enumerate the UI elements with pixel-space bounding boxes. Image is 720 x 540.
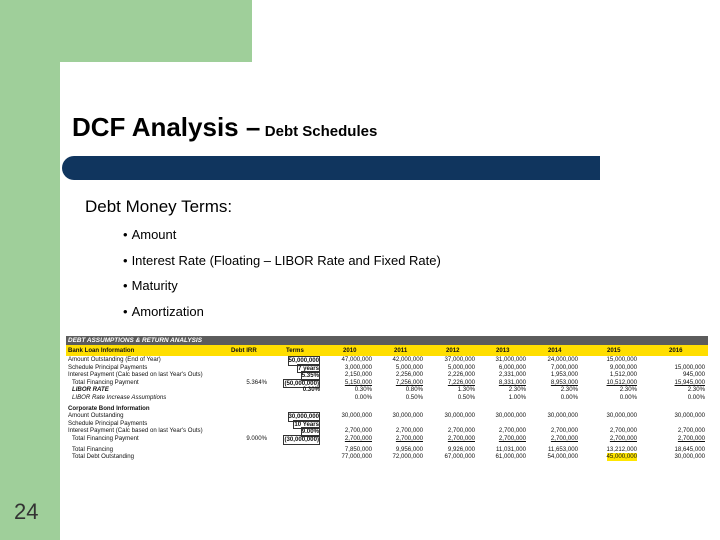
cell-value: 2,700,000 <box>550 434 578 442</box>
cell-value: 18,645,000 <box>674 445 705 453</box>
cell-value: 67,000,000 <box>444 453 475 461</box>
cell-value: 10,512,000 <box>606 378 637 386</box>
cell-value: 37,000,000 <box>444 356 475 363</box>
bullet-list <box>123 227 441 329</box>
cell-value: 8,953,000 <box>550 378 578 386</box>
page-number: 24 <box>14 499 39 524</box>
cell-value: 15,000,000 <box>606 356 637 363</box>
decor-green-left <box>0 62 60 540</box>
cell-value: 30,000,000 <box>606 412 637 420</box>
terms-value: (30,000,000) <box>284 435 319 443</box>
cell-value: 9,956,000 <box>395 445 423 453</box>
cell-value: 15,000,000 <box>674 363 705 371</box>
cell-value: 11,031,000 <box>495 445 526 453</box>
cell-value: 2,700,000 <box>447 427 475 435</box>
cell-value: 7,000,000 <box>550 363 578 371</box>
cell-value: 30,000,000 <box>444 412 475 420</box>
bullet-dot: • <box>123 227 128 242</box>
row-label: Total Financing <box>72 445 113 453</box>
table-row <box>66 453 708 461</box>
row-label: Total Debt Outstanding <box>72 453 134 461</box>
cell-value: 2,700,000 <box>498 434 526 442</box>
cell-value: 2,700,000 <box>395 427 423 435</box>
col-year: 2014 <box>548 347 562 354</box>
col-year: 2015 <box>607 347 621 354</box>
bullet-item: • Amount <box>123 227 177 242</box>
bullet-item: • Amortization <box>123 303 204 319</box>
cell-value: 0.00% <box>354 393 372 401</box>
cell-value: 945,000 <box>682 371 705 379</box>
cell-value: 7,850,000 <box>344 445 372 453</box>
col-year: 2013 <box>496 347 510 354</box>
bullet-item: • Maturity <box>123 278 178 293</box>
cell-value: 72,000,000 <box>392 453 423 461</box>
terms-value: (50,000,000) <box>284 379 319 387</box>
cell-value: 30,000,000 <box>547 412 578 420</box>
totals-section <box>66 446 708 461</box>
title-bar <box>62 156 600 180</box>
terms-value: 7 years <box>297 364 319 372</box>
cell-value: 2.30% <box>560 386 578 394</box>
cell-value: 0.00% <box>619 393 637 401</box>
table-row <box>66 394 708 402</box>
row-label: Interest Payment (Calc based on last Year's Outs) <box>68 427 203 435</box>
row-label: LIBOR Rate Increase Assumptions <box>72 393 167 401</box>
table-row <box>66 435 708 443</box>
cell-value: 61,000,000 <box>495 453 526 461</box>
table-row <box>66 379 708 387</box>
terms-value: 5.35% <box>301 372 319 380</box>
cell-value: 0.00% <box>687 393 705 401</box>
cell-value: 30,000,000 <box>341 412 372 420</box>
cell-value: 30,000,000 <box>674 412 705 420</box>
cell-value: 42,000,000 <box>392 356 423 363</box>
table-row <box>66 405 708 413</box>
cell-value: 2,700,000 <box>550 427 578 435</box>
title-sub: Debt Schedules <box>264 123 378 140</box>
col-year: 2010 <box>343 347 357 354</box>
bullet-item: • Interest Rate (Floating – LIBOR Rate and Fixed Rate) <box>123 252 441 268</box>
cell-value: 31,000,000 <box>495 356 526 363</box>
cell-value: 0.50% <box>405 393 423 401</box>
cell-value: 2,700,000 <box>609 427 637 435</box>
cell-value: 1.00% <box>508 393 526 401</box>
table-row <box>66 420 708 428</box>
title-main: DCF Analysis – <box>72 112 261 142</box>
table-row <box>66 427 708 435</box>
table-row <box>66 446 708 454</box>
cell-value: 2,226,000 <box>447 371 475 379</box>
bullet-dot: • <box>123 278 128 293</box>
cell-value: 2,700,000 <box>344 434 372 442</box>
table-row <box>66 386 708 394</box>
cell-value: 2.30% <box>619 386 637 394</box>
row-label: LIBOR RATE <box>72 386 109 394</box>
cell-value: 0.80% <box>405 386 423 394</box>
table-column-header <box>66 345 708 356</box>
cell-value: 2,256,000 <box>395 371 423 379</box>
col-year: 2011 <box>394 347 408 354</box>
col-year: 2012 <box>446 347 460 354</box>
cell-value: 8,331,000 <box>498 378 526 386</box>
cell-value: 1,953,000 <box>550 371 578 379</box>
table-row <box>66 371 708 379</box>
cell-value: 2,700,000 <box>609 434 637 442</box>
bullet-dot: • <box>123 252 128 268</box>
bullet-dot: • <box>123 303 128 319</box>
corporate-bond-section <box>66 412 708 442</box>
cell-value: 6,000,000 <box>498 363 526 371</box>
col-year: 2016 <box>669 347 683 354</box>
terms-value: 9.00% <box>301 428 319 436</box>
cell-value: 9,000,000 <box>609 363 637 371</box>
cell-value: 3,000,000 <box>344 363 372 371</box>
cell-value: 2,700,000 <box>344 427 372 435</box>
cell-value: 2.30% <box>687 386 705 394</box>
terms-value: 30,000,000 <box>288 413 319 421</box>
cell-value: 2,700,000 <box>447 434 475 442</box>
debt-table <box>66 336 708 461</box>
row-label: Schedule Principal Payments <box>68 363 148 371</box>
row-label: Total Financing Payment <box>72 434 139 442</box>
cell-value: 77,000,000 <box>341 453 372 461</box>
terms-value: 0.30% <box>302 386 320 394</box>
cell-value: 2,700,000 <box>677 434 705 442</box>
row-label: Amount Outstanding (End of Year) <box>68 356 161 363</box>
cell-value: 30,000,000 <box>495 412 526 420</box>
cell-value: 0.00% <box>560 393 578 401</box>
table-row <box>66 364 708 372</box>
cell-value: 0.30% <box>354 386 372 394</box>
irr-value: 5.364% <box>246 378 267 386</box>
row-label: Schedule Principal Payments <box>68 419 148 427</box>
cell-value: 47,000,000 <box>341 356 372 363</box>
bank-loan-section <box>66 356 708 402</box>
row-label: Amount Outstanding <box>68 412 124 420</box>
table-row <box>66 412 708 420</box>
col-irr: Debt IRR <box>231 347 257 354</box>
row-label: Interest Payment (Calc based on last Year's Outs) <box>68 371 203 379</box>
cell-value: 5,000,000 <box>447 363 475 371</box>
cell-value: 2,700,000 <box>677 427 705 435</box>
cell-value: 1,512,000 <box>609 371 637 379</box>
col-terms: Terms <box>286 347 304 354</box>
table-title: DEBT ASSUMPTIONS & RETURN ANALYSIS <box>66 336 708 345</box>
cell-value: 2.30% <box>508 386 526 394</box>
cell-value: 7,226,000 <box>447 378 475 386</box>
cell-value: 5,150,000 <box>344 378 372 386</box>
cell-value: 30,000,000 <box>674 453 705 461</box>
cell-value: 9,926,000 <box>447 445 475 453</box>
cell-value: 45,000,000 <box>606 453 637 461</box>
corp-section-title: Corporate Bond Information <box>68 404 150 412</box>
table-row <box>66 356 708 364</box>
cell-value: 0.50% <box>457 393 475 401</box>
cell-value: 2,331,000 <box>498 371 526 379</box>
terms-value: 10 Years <box>294 420 319 428</box>
decor-green-top <box>0 0 252 62</box>
cell-value: 54,000,000 <box>547 453 578 461</box>
cell-value: 15,945,000 <box>674 378 705 386</box>
section-heading: Debt Money Terms: <box>85 197 233 216</box>
cell-value: 24,000,000 <box>547 356 578 363</box>
col-section: Bank Loan Information <box>68 347 135 354</box>
cell-value: 1.30% <box>457 386 475 394</box>
cell-value: 5,000,000 <box>395 363 423 371</box>
cell-value: 2,700,000 <box>498 427 526 435</box>
cell-value: 7,256,000 <box>395 378 423 386</box>
cell-value: 2,150,000 <box>344 371 372 379</box>
cell-value: 2,700,000 <box>395 434 423 442</box>
terms-value: 50,000,000 <box>288 357 319 364</box>
cell-value: 11,653,000 <box>547 445 578 453</box>
row-label: Total Financing Payment <box>72 378 139 386</box>
cell-value: 13,212,000 <box>606 445 637 453</box>
cell-value: 30,000,000 <box>392 412 423 420</box>
slide-title <box>72 112 377 143</box>
irr-value: 9.000% <box>246 434 267 442</box>
